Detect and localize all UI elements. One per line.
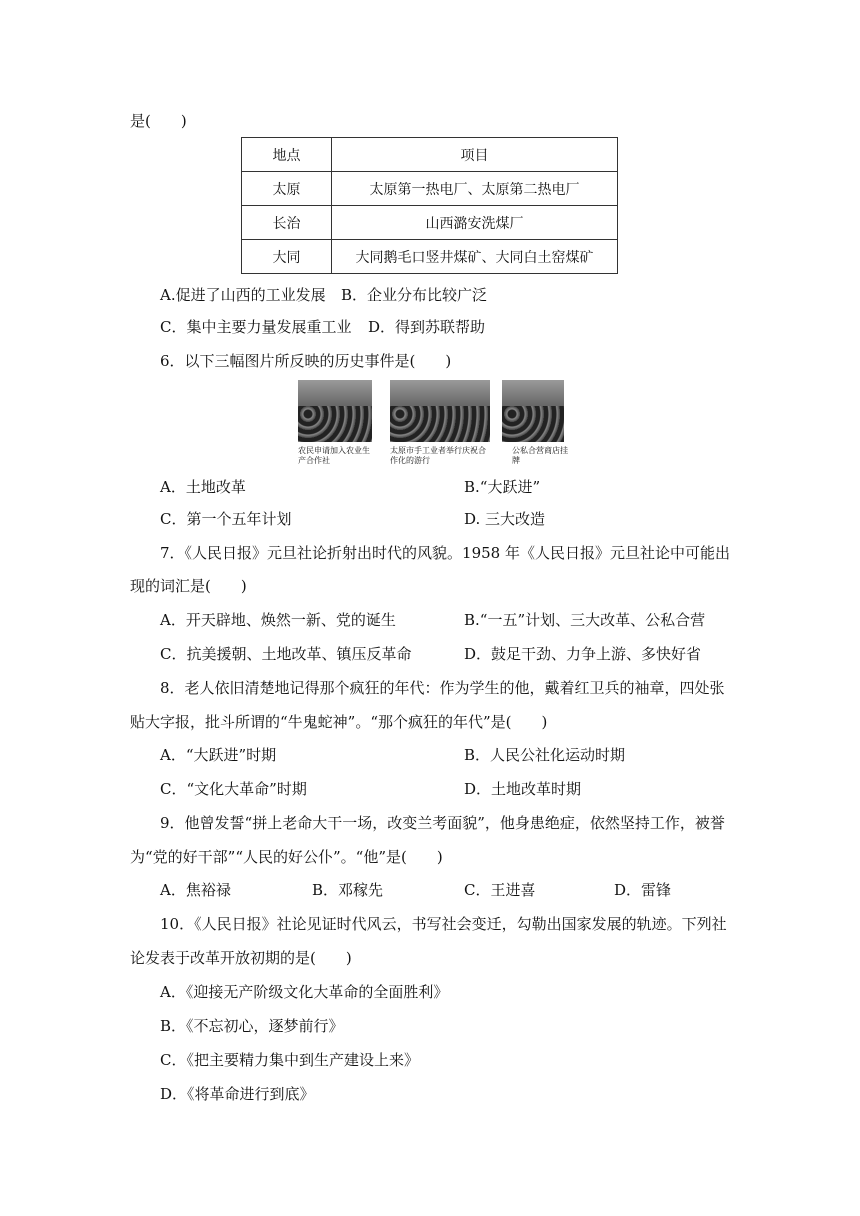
photo-store-sign (502, 380, 564, 442)
q7-stem-line1: 7．《人民日报》元旦社论折射出时代的风貌。1958 年《人民日报》元旦社论中可能出 (160, 544, 730, 562)
q10-option-c: C．《把主要精力集中到生产建设上来》 (160, 1051, 419, 1069)
q7-option-a: A．开天辟地、焕然一新、党的诞生 (160, 611, 396, 629)
table-row (242, 240, 618, 274)
q8-option-c: C．“文化大革命”时期 (160, 780, 307, 798)
q9-option-b: B．邓稼先 (312, 881, 384, 899)
q5-option-b: B．企业分布比较广泛 (341, 286, 488, 304)
intro-fragment: 是( ) (130, 112, 187, 130)
photo-cooperative (298, 380, 372, 442)
q5-option-c: C．集中主要力量发展重工业 (160, 318, 352, 336)
q10-stem-line1: 10．《人民日报》社论见证时代风云，书写社会变迁，勾勒出国家发展的轨迹。下列社 (160, 915, 727, 933)
q9-option-c: C．王进喜 (464, 881, 536, 899)
q6-option-b: B.“大跃进” (464, 478, 541, 496)
q5-option-d: D．得到苏联帮助 (368, 318, 486, 336)
table-row (242, 206, 618, 240)
q9-stem-line1: 9．他曾发誓“拼上老命大干一场，改变兰考面貌”，他身患绝症，依然坚持工作，被誉 (160, 814, 725, 832)
q9-stem-line2: 为“党的好干部”“人民的好公仆”。“他”是( ) (130, 848, 443, 866)
q6-stem: 6．以下三幅图片所反映的历史事件是( ) (160, 352, 452, 370)
q10-stem-line2: 论发表于改革开放初期的是( ) (130, 949, 352, 967)
photo-caption: 太原市手工业者举行庆祝合作化的游行 (390, 446, 486, 465)
table-row (242, 172, 618, 206)
q8-option-a: A．“大跃进”时期 (160, 746, 277, 764)
table-cell: 大同鹅毛口竖井煤矿、大同白土窑煤矿 (332, 240, 618, 274)
q9-option-a: A．焦裕禄 (160, 881, 231, 899)
q8-stem-line1: 8．老人依旧清楚地记得那个疯狂的年代：作为学生的他，戴着红卫兵的袖章，四处张 (160, 679, 725, 697)
q8-stem-line2: 贴大字报，批斗所谓的“牛鬼蛇神”。“那个疯狂的年代”是( ) (130, 713, 548, 731)
table-header-cell: 地点 (242, 138, 332, 172)
q9-option-d: D．雷锋 (614, 881, 672, 899)
table-header-cell: 项目 (332, 138, 618, 172)
q6-option-a: A．土地改革 (160, 478, 246, 496)
q7-stem-line2: 现的词汇是( ) (130, 577, 247, 595)
q10-option-b: B．《不忘初心，逐梦前行》 (160, 1017, 344, 1035)
table-cell: 大同 (242, 240, 332, 274)
q10-option-a: A．《迎接无产阶级文化大革命的全面胜利》 (160, 983, 449, 1001)
table-cell: 太原 (242, 172, 332, 206)
q6-option-c: C．第一个五年计划 (160, 510, 292, 528)
q5-option-a: A.促进了山西的工业发展 (160, 286, 326, 304)
photo-caption: 公私合营商店挂牌 (512, 446, 568, 465)
table-cell: 太原第一热电厂、太原第二热电厂 (332, 172, 618, 206)
table-header-row (242, 138, 618, 172)
q6-option-d: D. 三大改造 (464, 510, 546, 528)
table-cell: 山西潞安洗煤厂 (332, 206, 618, 240)
q10-option-d: D．《将革命进行到底》 (160, 1085, 315, 1103)
photo-parade (390, 380, 490, 442)
q7-option-c: C．抗美援朝、土地改革、镇压反革命 (160, 645, 412, 663)
q8-option-b: B．人民公社化运动时期 (464, 746, 626, 764)
table-cell: 长治 (242, 206, 332, 240)
q8-option-d: D．土地改革时期 (464, 780, 582, 798)
project-table (241, 137, 618, 274)
q7-option-b: B.“一五”计划、三大改革、公私合营 (464, 611, 706, 629)
photo-caption: 农民申请加入农业生产合作社 (298, 446, 370, 465)
q7-option-d: D．鼓足干劲、力争上游、多快好省 (464, 645, 702, 663)
